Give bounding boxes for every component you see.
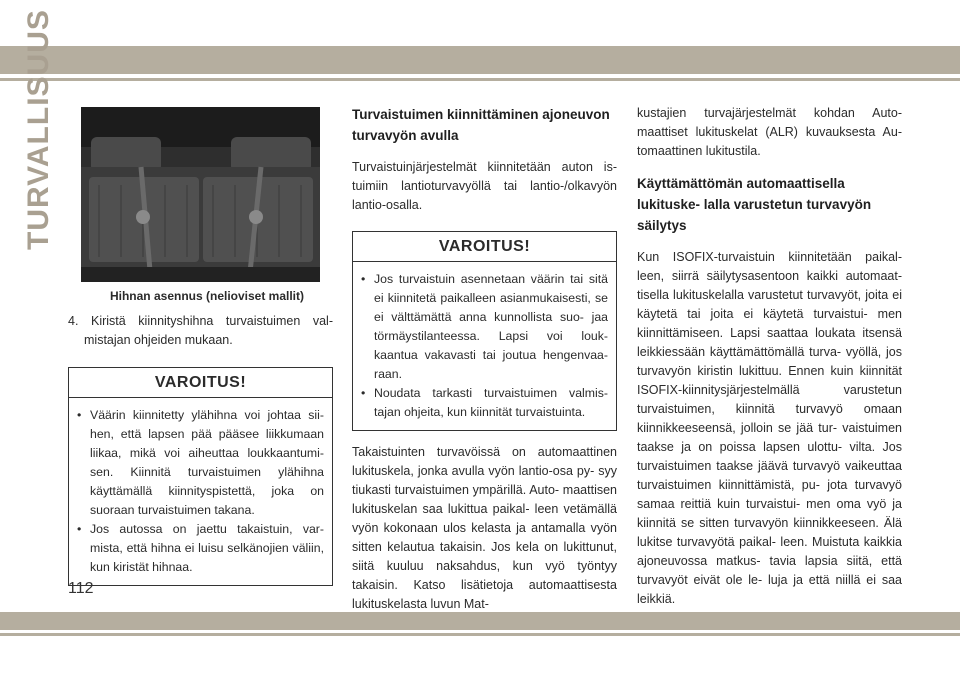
column-3 (637, 104, 902, 609)
section-tab: TURVALLISUUS (22, 9, 55, 250)
column-2 (352, 104, 617, 614)
section-heading: Käyttämättömän automaattisella lukituske- lalla varustetun turvavyön säilytys (637, 176, 872, 233)
warning-box-1 (68, 367, 333, 586)
rear-seat-photo (81, 107, 320, 282)
warning-item: • Jos autossa on jaettu takaistuin, var- mista, että hihna ei luisu selkänojien väliin, kun kiristät hihnaa. (77, 520, 324, 577)
warning-item: • Väärin kiinnitetty ylähihna voi johtaa sii- hen, että lapsen pää pääsee liikkumaan liikaa, mikä voi aiheuttaa loukkaantumi- sen. Kiinnitä turvaistuimen ylähihna käyttämällä kiinnityspistettä, joka on suoraan turvaistuimen takana. (77, 406, 324, 520)
page-number: 112 (68, 580, 94, 597)
warning-item: • Jos turvaistuin asennetaan väärin tai sitä ei kiinnitetä paikalleen asianmukaisesti, se ei välttämättä anna kunnollista suo- jaa törmäystilanteessa. Lapsi voi louk- kaantua vakavasti tai joutua hengenvaa- raan. (361, 270, 608, 384)
warning-title: VAROITUS! (353, 232, 616, 262)
header-band (0, 0, 960, 78)
header-stripe (0, 46, 960, 74)
warning-item: • Noudata tarkasti turvaistuimen valmis- tajan ohjeita, kun kiinnität turvaistuinta. (361, 384, 608, 422)
image-caption: Hihnan asennus (nelioviset mallit) (109, 289, 305, 303)
header-line (0, 78, 960, 81)
column-1 (68, 312, 333, 586)
paragraph: Kun ISOFIX-turvaistuin kiinnitetään paikal- leen, siirrä säilytysasentoon kaikki automaat- tisella lukituskelalla varustetut turvavyöt, joita ei käytetä tai joita ei käytetä turvaistui- men kiinnittämiseen. Lapsi saattaa loukata itsensä leikkiessään käyttämättömällä turva- vyöllä, jos turvavyön kiristin lukittuu. Ennen kuin kiinnität ISOFIX-kiinnitysjärjestelmällä varustetun turvaistuimen, kiinnitä turvavyö omaan kiinnikkeeseensä, jolloin se jää tur- vaistuimen taakse ja on poissa lapsen ulottu- vilta. Jos turvaistuimen taakse jäävä turvavyö vaikeuttaa turvaistuimen kiinnittämistä, pu- jota turvavyö samaa reittiä kuin turvaistui- men oma vyö ja kiinnitä se sitten turvavyön kiinnikkeeseen. Älä lukitse turvavyötä paikal- leen. Muistuta kaikkia ajoneuvossa matkus- tavia lapsia siitä, että turvavyöt eivät ole le- luja ja että niillä ei saa leikkiä. (637, 250, 902, 606)
footer-band (0, 612, 960, 630)
paragraph: Takaistuinten turvavöissä on automaattinen lukituskela, jonka avulla vyön lantio-osa py- syy tiukasti turvaistuimen ympärillä. Auto- maattisen lukituskelan saa lukittua paikal- leen vetämällä vyön kokonaan ulos kelasta ja antamalla vyön sitten kelautua takaisin. Jos kela on lukittunut, siitä kuuluu naksahdus, kun vyö työntyy takaisin. Katso lisätietoja automaattisesta lukituskelasta luvun Mat- (352, 445, 617, 611)
footer-line (0, 633, 960, 636)
paragraph: kustajien turvajärjestelmät kohdan Auto- maattiset lukituskelat (ALR) kuvauksesta Au- tomaattinen lukitustila. (637, 106, 902, 158)
paragraph: Turvaistuinjärjestelmät kiinnitetään auton is- tuimiin lantioturvavyöllä tai lantio-/olkavyön lantio-osalla. (352, 160, 617, 212)
step-4: 4. Kiristä kiinnityshihna turvaistuimen val- mistajan ohjeiden mukaan. (68, 314, 333, 347)
tether-strap-image (81, 107, 320, 282)
warning-title: VAROITUS! (69, 368, 332, 398)
warning-box-2 (352, 231, 617, 431)
section-heading: Turvaistuimen kiinnittäminen ajoneuvon turvavyön avulla (352, 107, 610, 143)
